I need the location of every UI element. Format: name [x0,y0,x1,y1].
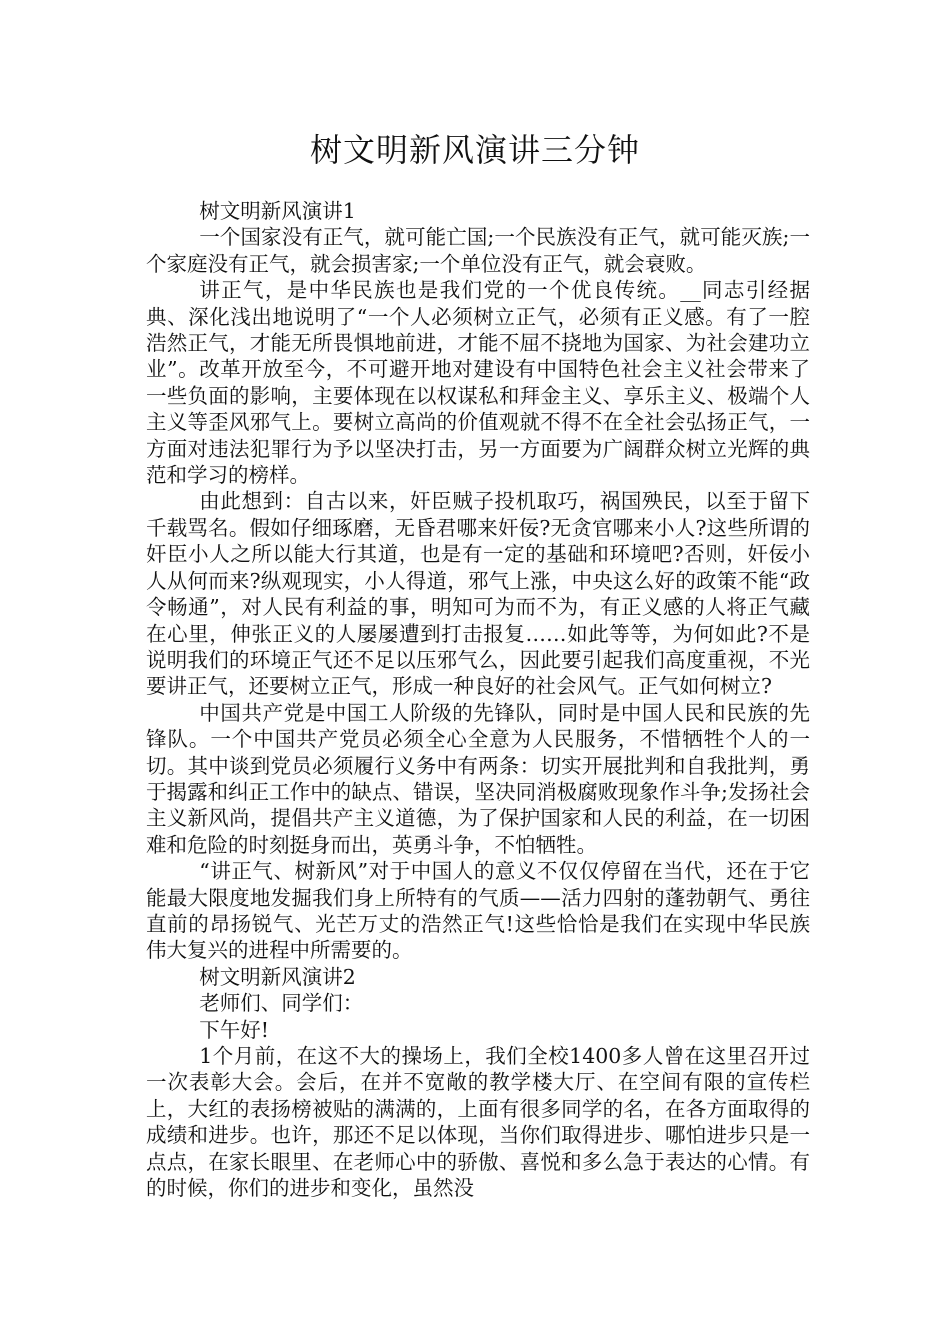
paragraph: 讲正气，是中华民族也是我们党的一个优良传统。__同志引经据典、深化浅出地说明了“一个人必须树立正气，必须有正义感。有了一腔浩然正气，才能无所畏惧地前进，才能不屈不挠地为国家、为社会建功立业”。改革开放至今，不可避开地对建设有中国特色社会主义社会带来了一些负面的影响，主要体现在以权谋私和拜金主义、享乐主义、极端个人主义等歪风邪气上。要树立高尚的价值观就不得不在全社会弘扬正气，一方面对违法犯罪行为予以坚决打击，另一方面要为广阔群众树立光辉的典范和学习的榜样。 [146,278,810,488]
section-heading: 树文明新风演讲1 [199,199,356,223]
paragraph: 由此想到：自古以来，奸臣贼子投机取巧，祸国殃民，以至于留下千载骂名。假如仔细琢磨，无昏君哪来奸佞?无贪官哪来小人?这些所谓的奸臣小人之所以能大行其道，也是有一定的基础和环境吧?否则，奸佞小人从何而来?纵观现实，小人得道，邪气上涨，中央这么好的政策不能“政令畅通”，对人民有利益的事，明知可为而不为，有正义感的人将正气藏在心里，伸张正义的人屡屡遭到打击报复……如此等等，为何如此?不是说明我们的环境正气还不足以压邪气么，因此要引起我们高度重视，不光要讲正气，还要树立正气，形成一种良好的社会风气。正气如何树立? [146,489,810,699]
document-title: 树文明新风演讲三分钟 [309,131,640,169]
paragraph: 中国共产党是中国工人阶级的先锋队，同时是中国人民和民族的先锋队。一个中国共产党员必须全心全意为人民服务，不惜牺牲个人的一切。其中谈到党员必须履行义务中有两条：切实开展批判和自我批判，勇于揭露和纠正工作中的缺点、错误，坚决同消极腐败现象作斗争;发扬社会主义新风尚，提倡共产主义道德，为了保护国家和人民的利益，在一切困难和危险的时刻挺身而出，英勇斗争，不怕牺牲。 [146,700,810,857]
paragraph: “讲正气、树新风”对于中国人的意义不仅仅停留在当代，还在于它能最大限度地发掘我们身上所特有的气质——活力四射的蓬勃朝气、勇往直前的昂扬锐气、光芒万丈的浩然正气!这些恰恰是我们在实现中华民族伟大复兴的进程中所需要的。 [146,859,810,963]
salutation: 老师们、同学们： [199,991,364,1016]
paragraph: 一个国家没有正气，就可能亡国;一个民族没有正气，就可能灭族;一个家庭没有正气，就会损害家;一个单位没有正气，就会衰败。 [146,225,810,276]
paragraph: 1个月前，在这不大的操场上，我们全校1400多人曾在这里召开过一次表彰大会。会后，在并不宽敞的教学楼大厅、在空间有限的宣传栏上，大红的表扬榜被贴的满满的，上面有很多同学的名，在各方面取得的成绩和进步。也许，那还不足以体现，当你们取得进步、哪怕进步只是一点点，在家长眼里、在老师心中的骄傲、喜悦和多么急于表达的心情。有的时候，你们的进步和变化，虽然没 [146,1044,810,1201]
section-heading: 树文明新风演讲2 [199,964,356,989]
document-body [146,198,810,1201]
greeting: 下午好! [199,1017,270,1042]
